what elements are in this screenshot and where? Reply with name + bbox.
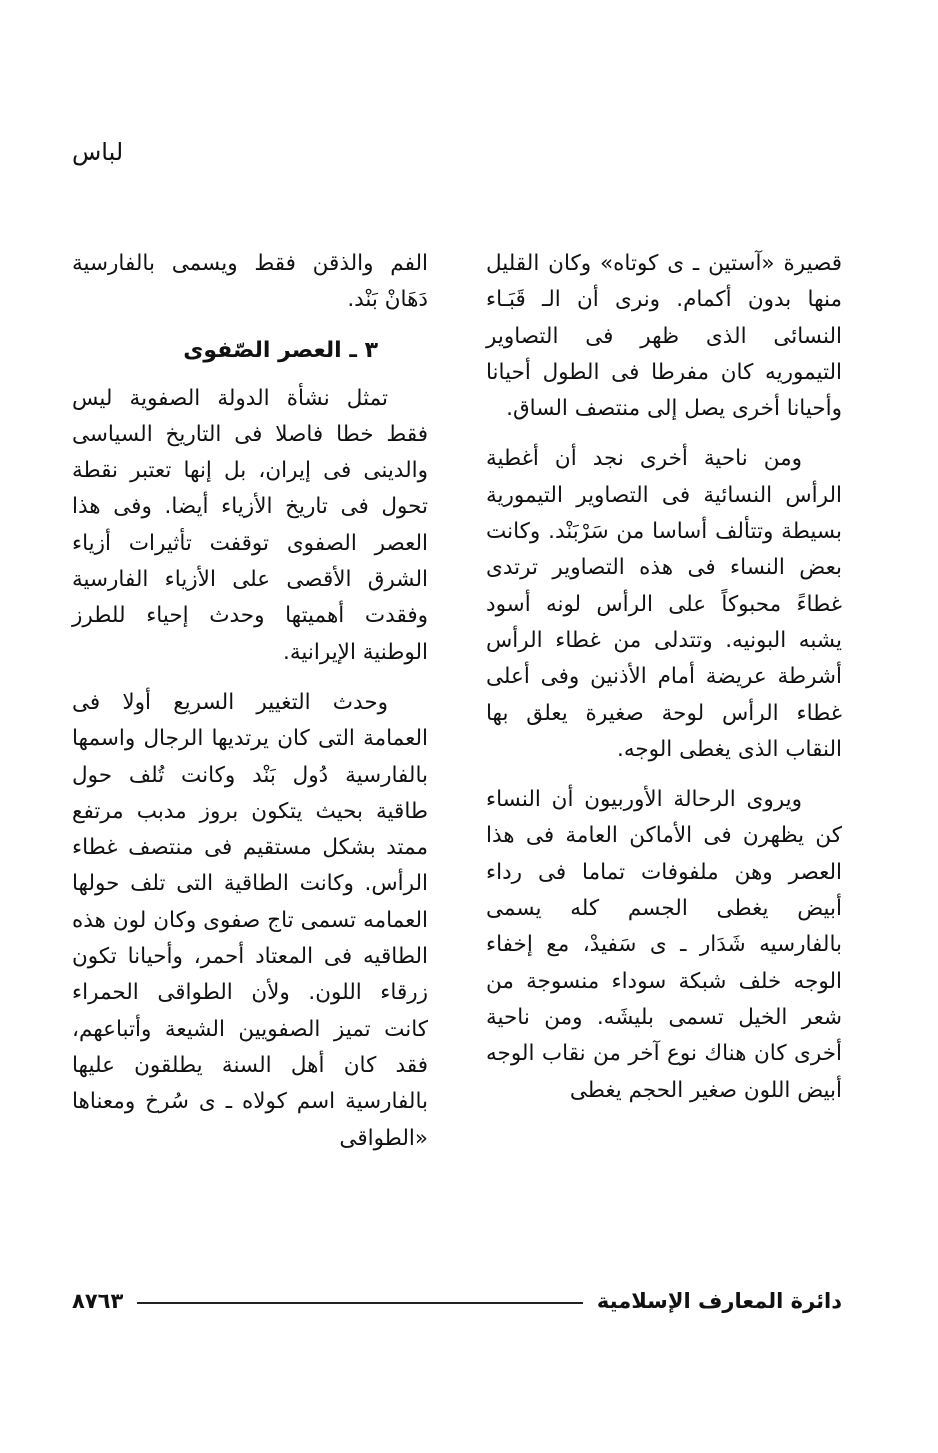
page-footer <box>72 1286 842 1316</box>
right-column <box>486 246 842 1123</box>
section-heading: ٣ ـ العصر الصّفوى <box>183 337 378 363</box>
left-column <box>72 246 428 1171</box>
paragraph: ويروى الرحالة الأوربيون أن النساء كن يظهرن فى الأماكن العامة فى هذا العصر وهن ملفوفات تماما فى رداء أبيض يغطى الجسم كله يسمى بالفارسيه شَدَار ـ ى سَفيدْ، مع إخفاء الوجه خلف شبكة سوداء منسوجة من شعر الخيل تسمى بليشَه. ومن ناحية أخرى كان هناك نوع آخر من نقاب الوجه أبيض اللون صغير الحجم يغطى <box>486 787 842 1103</box>
paragraph: وحدث التغيير السريع أولا فى العمامة التى كان يرتديها الرجال واسمها بالفارسية دُول بَنْد وكانت تُلف حول طاقية بحيث يتكون بروز مدبب مرتفع ممتد بشكل مستقيم فى منتصف غطاء الرأس. وكانت الطاقية التى تلف حولها العمامه تسمى تاج صفوى وكان لون هذه الطاقيه فى المعتاد أحمر، وأحيانا تكون زرقاء اللون. ولأن الطواقى الحمراء كانت تميز الصفويين الشيعة وأتباعهم، فقد كان أهل السنة يطلقون عليها بالفارسية اسم كولاه ـ ى سُرخ ومعناها «الطواقى <box>72 689 428 1151</box>
paragraph: ومن ناحية أخرى نجد أن أغطية الرأس النسائية فى التصاوير التيمورية بسيطة وتتألف أساسا من سَرْبَنْد. وكانت بعض النساء فى هذه التصاوير ترتدى غطاءً محبوكاً على الرأس لونه أسود يشبه البونيه. وتتدلى من غطاء الرأس أشرطة عريضة أمام الأذنين وفى أعلى غطاء الرأس لوحة صغيرة يعلق بها النقاب الذى يغطى الوجه. <box>486 446 842 762</box>
paragraph: تمثل نشأة الدولة الصفوية ليس فقط خطا فاصلا فى التاريخ السياسى والدينى فى إيران، بل إنها تعتبر نقطة تحول فى تاريخ الأزياء أيضا. وفى هذا العصر الصفوى توقفت تأثيرات أزياء الشرق الأقصى على الأزياء الفارسية وفقدت أهميتها وحدث إحياء للطرز الوطنية الإيرانية. <box>72 385 428 665</box>
running-head: لباس <box>72 138 124 166</box>
journal-title: دائرة المعارف الإسلامية <box>596 1289 842 1313</box>
paragraph: الفم والذقن فقط ويسمى بالفارسية دَهَانْ بَنْد. <box>72 251 428 313</box>
paragraph: قصيرة «آستين ـ ى كوتاه» وكان القليل منها بدون أكمام. ونرى أن الـ قَبَـاء النسائى الذى ظهر فى التصاوير التيموريه كان مفرطا فى الطول أحيانا وأحيانا أخرى يصل إلى منتصف الساق. <box>486 251 842 422</box>
page-number: ٨٧٦٣ <box>72 1289 124 1313</box>
footer-rule <box>137 1302 583 1304</box>
